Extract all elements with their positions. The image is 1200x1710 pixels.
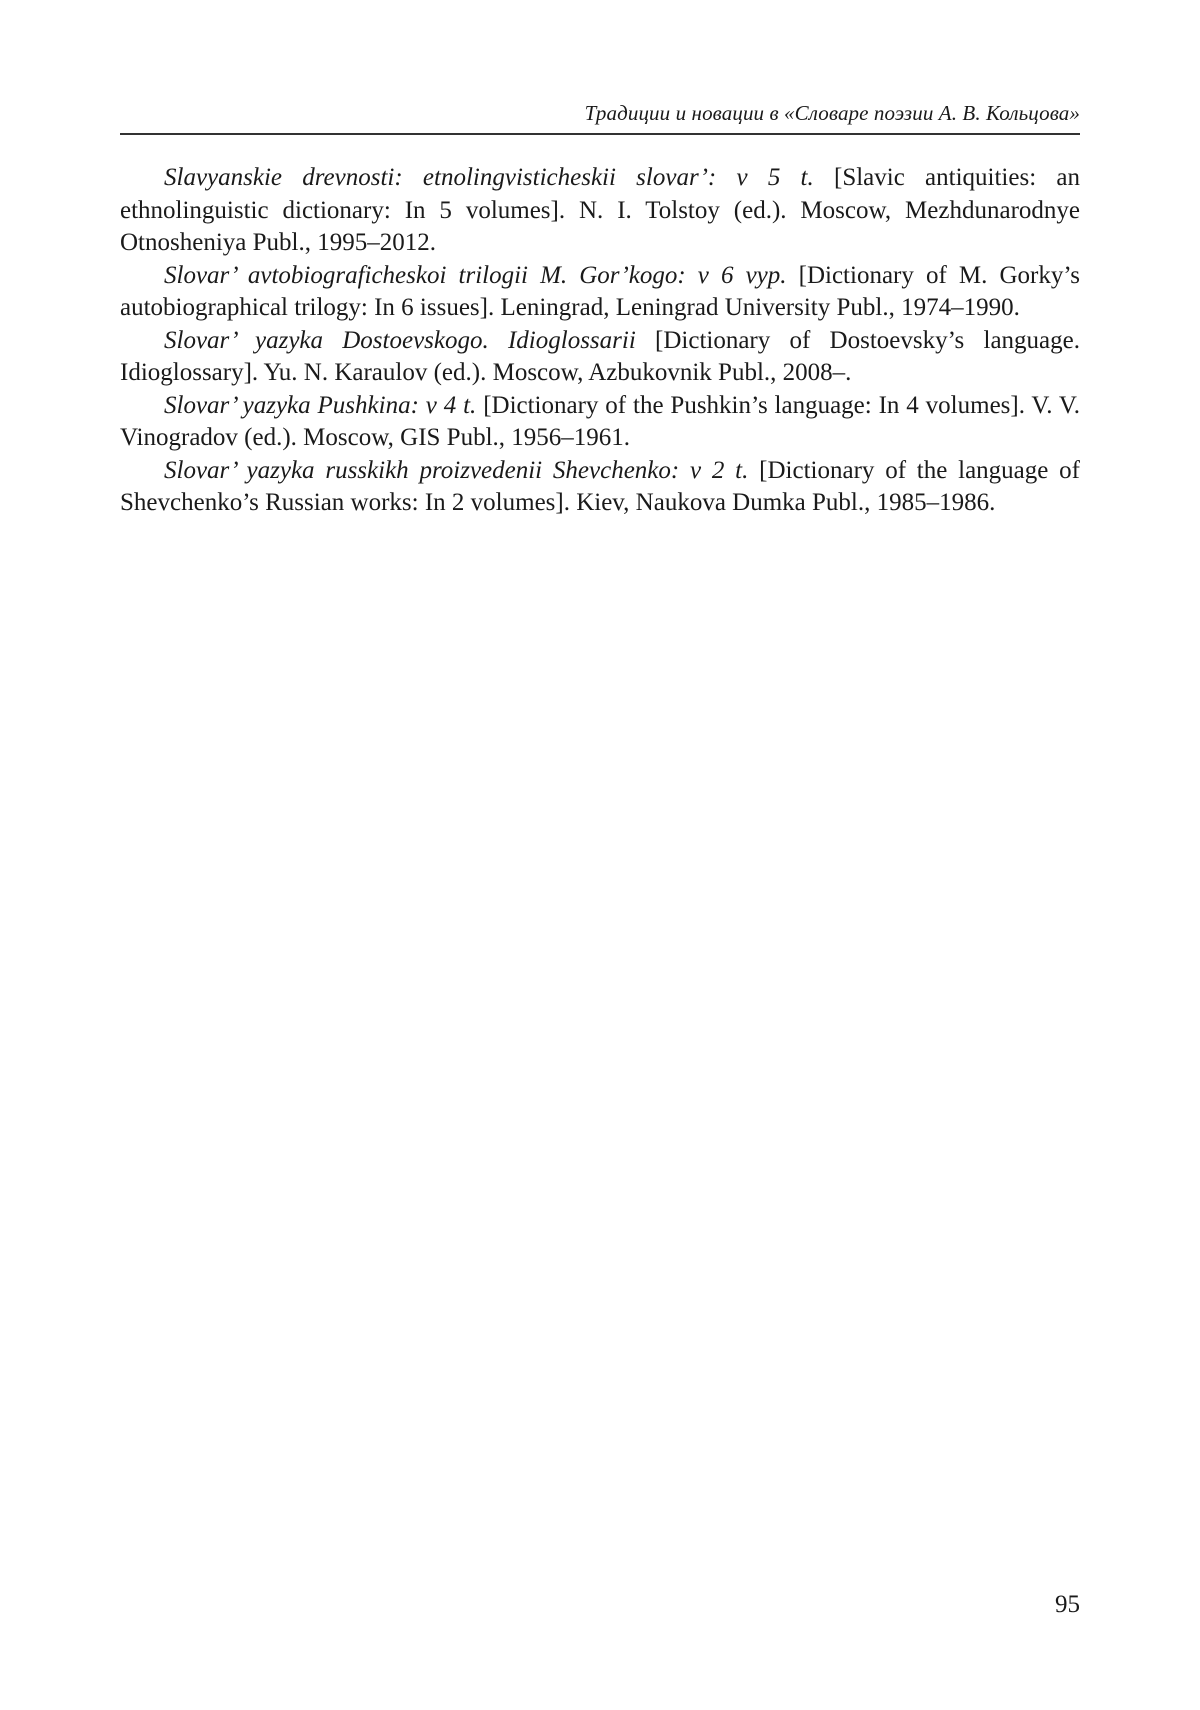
reference-title: Slovar’ yazyka Dostoevskogo. Idioglossarii — [164, 326, 636, 354]
reference-entry — [120, 260, 1080, 325]
reference-details: [Slavic antiquities: an ethnolinguistic dictionary: In 5 volumes]. N. I. Tolstoy (ed.). Moscow, Mezhdunarodnye Otnosheniya Publ., 1995–2012. — [120, 164, 1080, 256]
reference-details: [Dictionary of the language of Shevchenko’s Russian works: In 2 volumes]. Kiev, Naukova Dumka Publ., 1985–1986. — [120, 456, 1080, 516]
reference-list — [120, 162, 1080, 520]
reference-title: Slavyanskie drevnosti: etnolingvisticheskii slovar’: v 5 t. — [164, 164, 814, 191]
reference-details: [Dictionary of M. Gorky’s autobiographical trilogy: In 6 issues]. Leningrad, Leningrad University Publ., 1974–1990. — [120, 261, 1081, 321]
reference-entry — [120, 162, 1080, 260]
page-number: 95 — [1055, 1591, 1080, 1618]
running-header: Традиции и новации в «Словаре поэзии А. В. Кольцова» — [584, 101, 1080, 125]
reference-entry — [120, 325, 1080, 390]
reference-title: Slovar’ yazyka Pushkina: v 4 t. — [164, 391, 477, 419]
reference-title: Slovar’ yazyka russkikh proizvedenii Shevchenko: v 2 t. — [164, 456, 749, 484]
header-divider — [120, 133, 1080, 135]
reference-entry — [120, 455, 1080, 520]
reference-title: Slovar’ avtobiograficheskoi trilogii M. Gor’kogo: v 6 vyp. — [164, 261, 787, 289]
reference-details: [Dictionary of the Pushkin’s language: In 4 volumes]. V. V. Vinogradov (ed.). Moscow, GIS Publ., 1956–1961. — [120, 391, 1080, 451]
reference-details: [Dictionary of Dostoevsky’s language. Idioglossary]. Yu. N. Karaulov (ed.). Moscow, Azbukovnik Publ., 2008–. — [120, 326, 1081, 386]
reference-entry — [120, 390, 1080, 455]
